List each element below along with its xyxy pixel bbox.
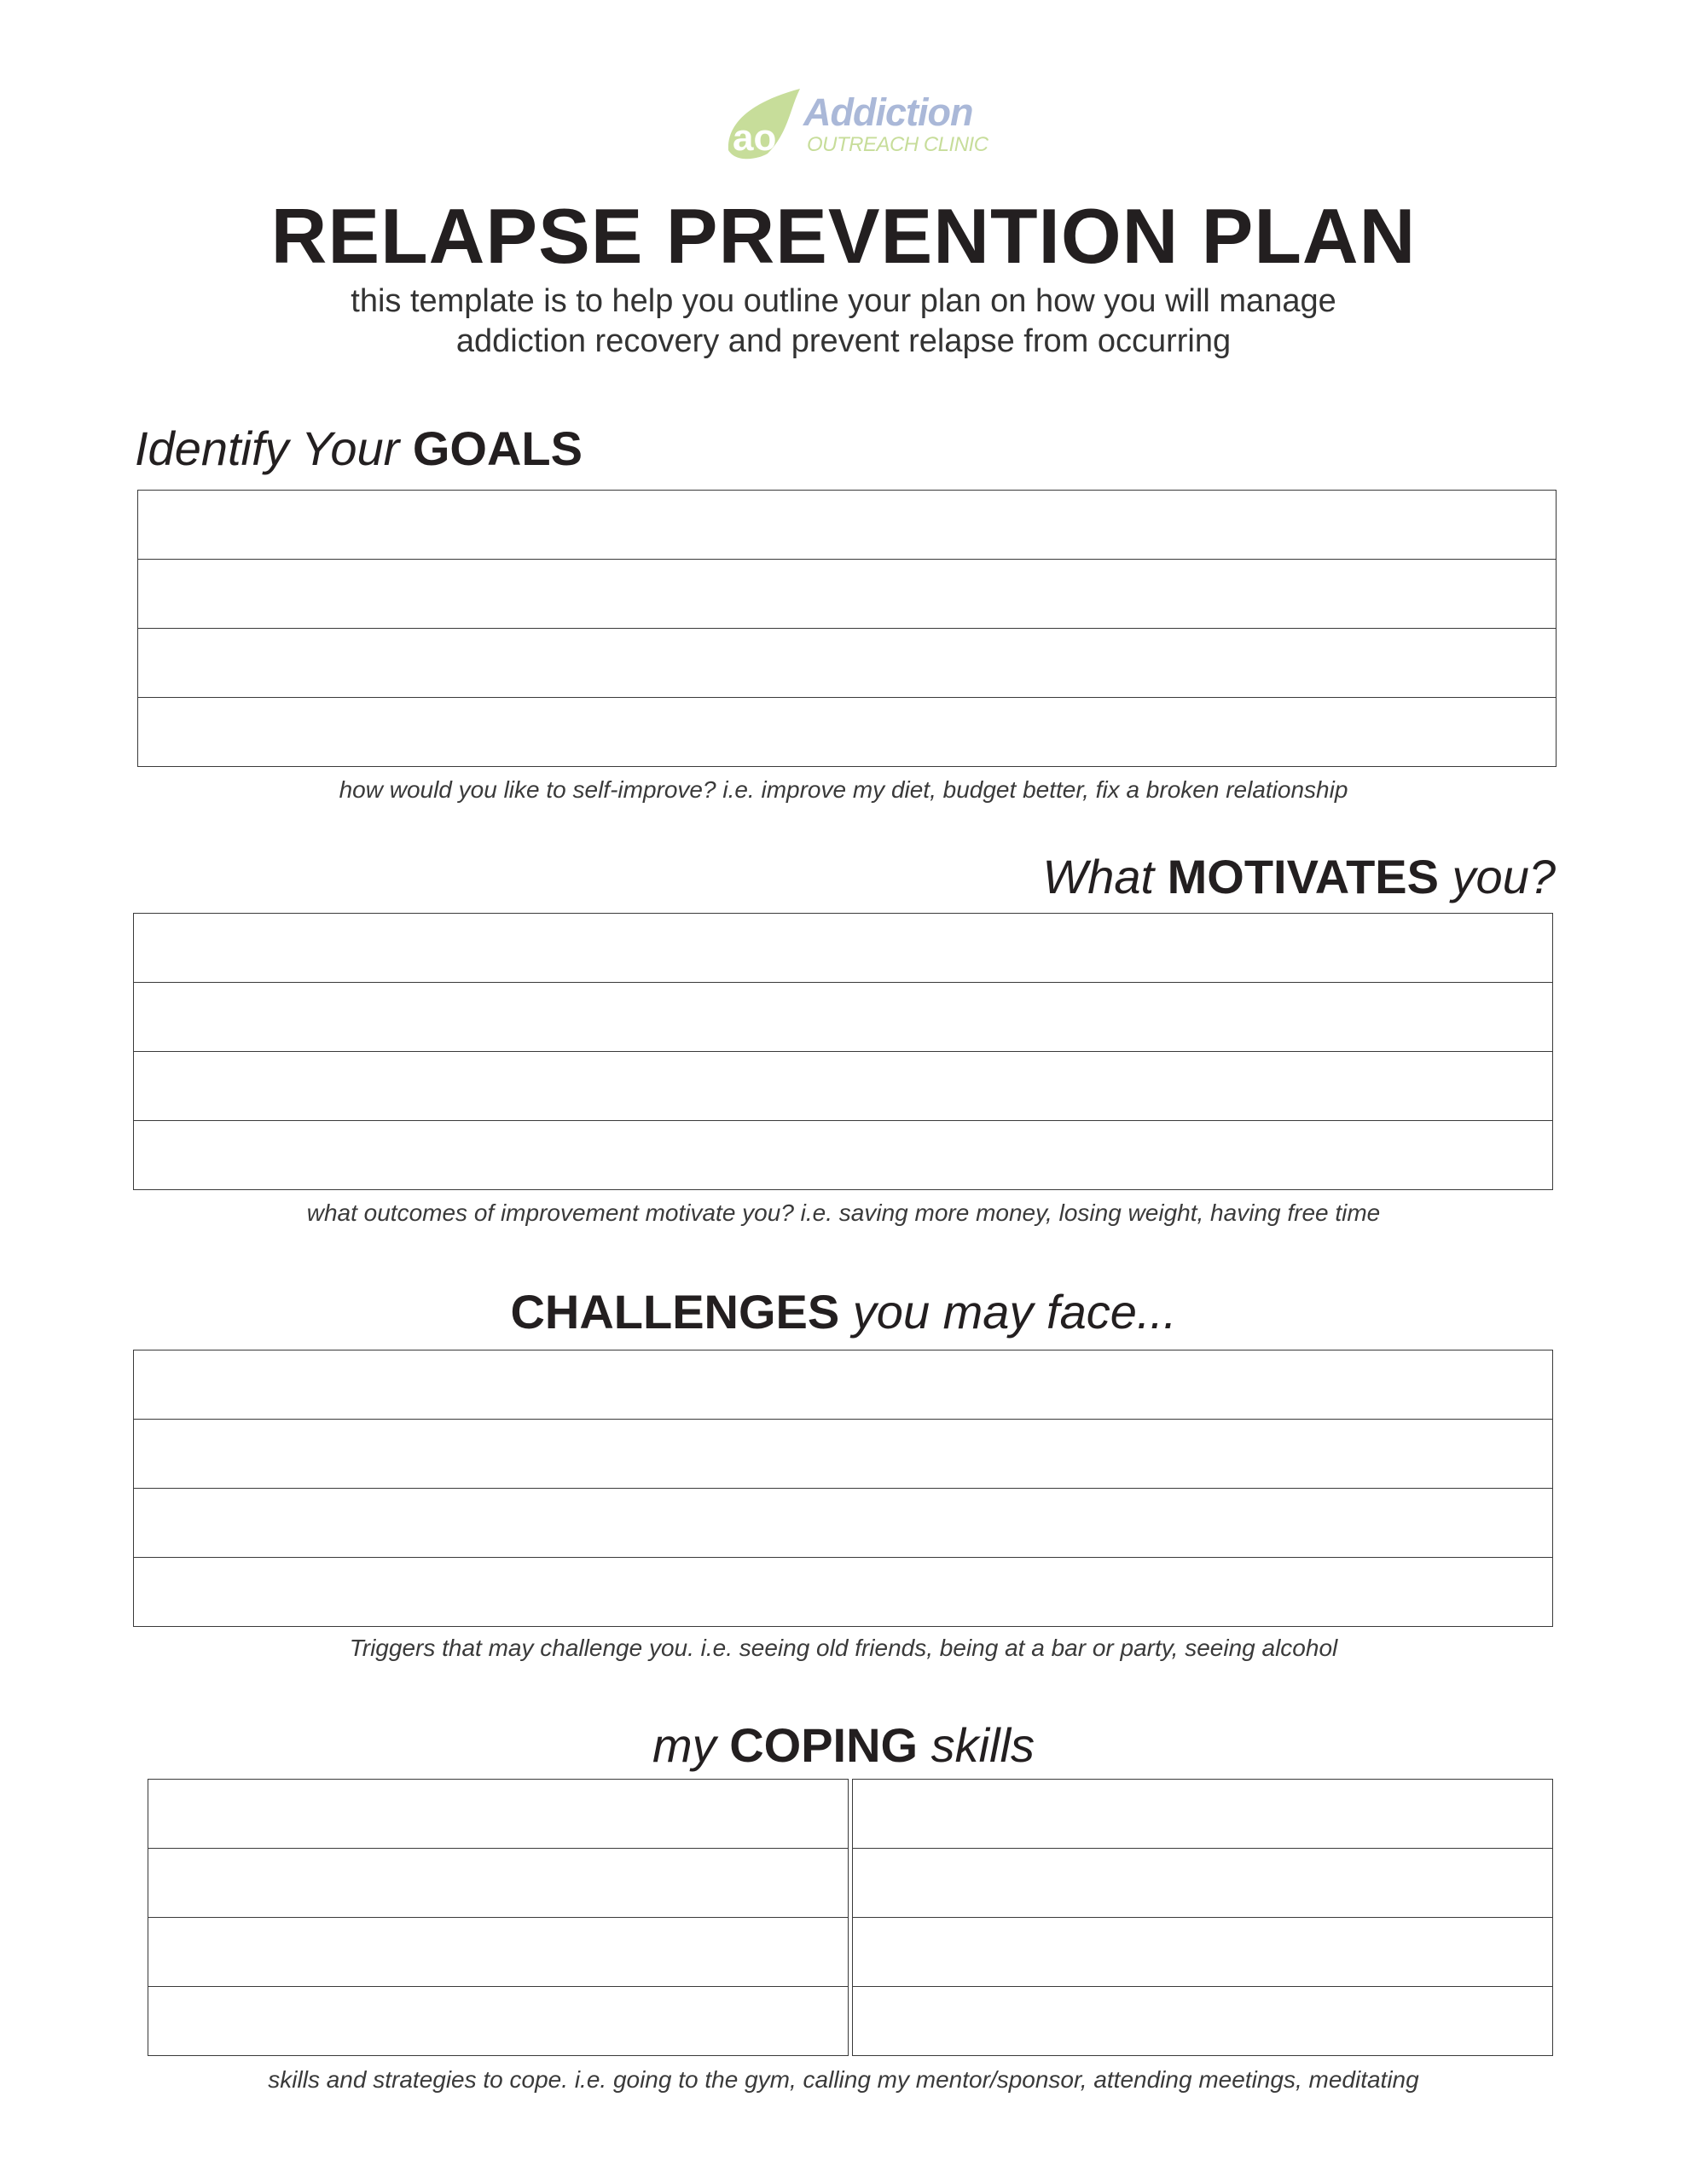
logo-leaf-icon xyxy=(723,84,809,162)
subtitle-line-1: this template is to help you outline your plan on how you will manage xyxy=(351,283,1336,319)
motivates-line-3[interactable] xyxy=(134,1052,1552,1121)
motivates-line-4[interactable] xyxy=(134,1121,1552,1190)
goals-box xyxy=(137,490,1557,767)
challenges-line-2[interactable] xyxy=(134,1420,1552,1489)
goals-line-4[interactable] xyxy=(138,698,1556,767)
goals-line-2[interactable] xyxy=(138,560,1556,629)
challenges-heading-suffix: you may face... xyxy=(839,1285,1177,1339)
coping-box-right xyxy=(852,1779,1553,2056)
challenges-line-1[interactable] xyxy=(134,1350,1552,1420)
motivates-heading-suffix: you? xyxy=(1439,850,1556,903)
goals-heading xyxy=(135,421,583,475)
motivates-line-1[interactable] xyxy=(134,914,1552,983)
challenges-heading xyxy=(0,1285,1687,1339)
clinic-logo xyxy=(723,84,988,160)
goals-heading-prefix: Identify Your xyxy=(135,421,413,475)
motivates-heading-prefix: What xyxy=(1042,850,1168,903)
coping-right-line-2[interactable] xyxy=(853,1849,1552,1918)
challenges-line-3[interactable] xyxy=(134,1489,1552,1558)
coping-left-line-2[interactable] xyxy=(148,1849,848,1918)
coping-hint: skills and strategies to cope. i.e. going to the gym, calling my mentor/sponsor, attending meetings, meditating xyxy=(268,2066,1419,2093)
logo-subtitle: OUTREACH CLINIC xyxy=(807,133,988,156)
motivates-heading xyxy=(1042,850,1556,903)
subtitle-line-2: addiction recovery and prevent relapse from occurring xyxy=(455,323,1232,359)
challenges-line-4[interactable] xyxy=(134,1558,1552,1627)
coping-heading-bold: COPING xyxy=(729,1718,919,1772)
page-title: RELAPSE PREVENTION PLAN xyxy=(270,194,1417,280)
coping-right-line-1[interactable] xyxy=(853,1780,1552,1849)
coping-box-left xyxy=(148,1779,849,2056)
logo-name: Addiction xyxy=(803,90,973,134)
page-subtitle xyxy=(0,282,1687,362)
coping-left-line-1[interactable] xyxy=(148,1780,848,1849)
logo-mark: ao xyxy=(733,117,777,159)
coping-right-line-3[interactable] xyxy=(853,1918,1552,1987)
challenges-heading-bold: CHALLENGES xyxy=(510,1285,840,1339)
motivates-heading-bold: MOTIVATES xyxy=(1167,850,1439,903)
goals-hint: how would you like to self-improve? i.e. improve my diet, budget better, fix a broken relationship xyxy=(339,776,1348,803)
motivates-hint: what outcomes of improvement motivate you? i.e. saving more money, losing weight, having free time xyxy=(306,1199,1381,1226)
coping-right-line-4[interactable] xyxy=(853,1987,1552,2056)
goals-heading-bold: GOALS xyxy=(412,421,583,475)
goals-line-1[interactable] xyxy=(138,491,1556,560)
motivates-line-2[interactable] xyxy=(134,983,1552,1052)
goals-line-3[interactable] xyxy=(138,629,1556,698)
challenges-hint: Triggers that may challenge you. i.e. seeing old friends, being at a bar or party, seeing alcohol xyxy=(349,1635,1338,1661)
motivates-box xyxy=(133,913,1553,1190)
coping-left-line-3[interactable] xyxy=(148,1918,848,1987)
coping-heading-prefix: my xyxy=(652,1718,730,1772)
coping-heading xyxy=(0,1718,1687,1772)
coping-heading-suffix: skills xyxy=(918,1718,1035,1772)
coping-left-line-4[interactable] xyxy=(148,1987,848,2056)
challenges-box xyxy=(133,1350,1553,1627)
